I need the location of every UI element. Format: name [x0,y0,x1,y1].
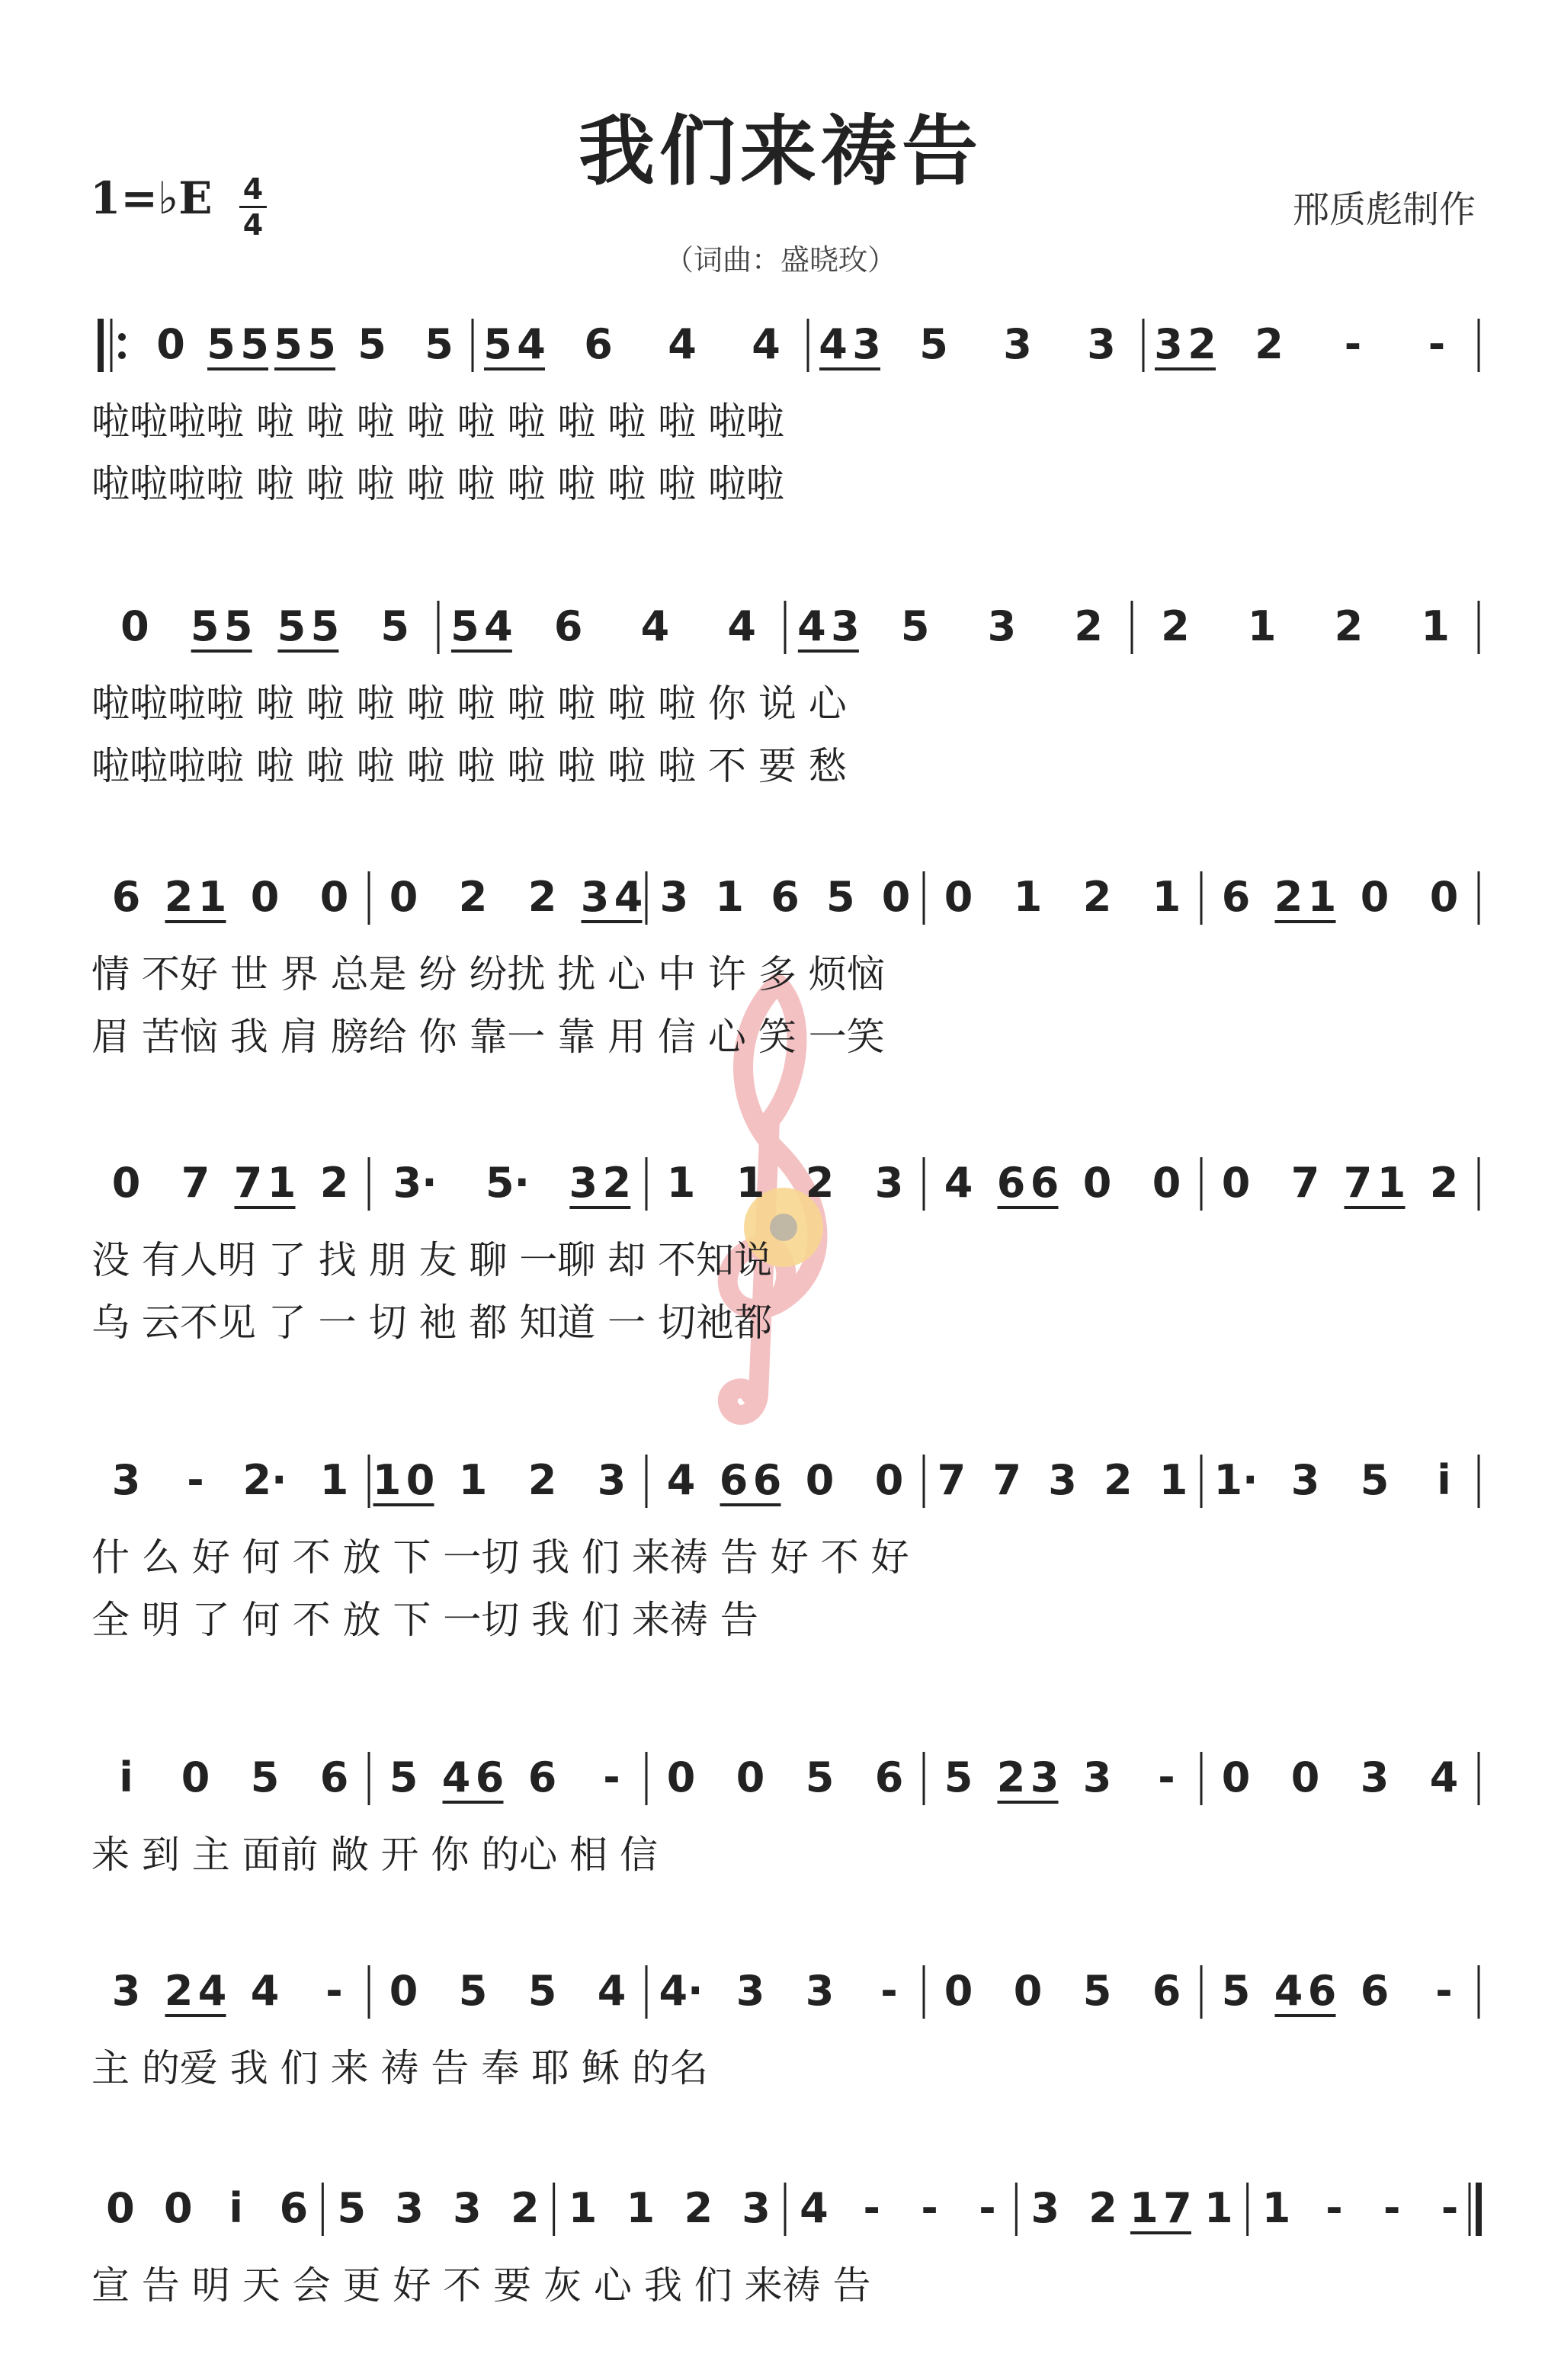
note: 1 [267,1159,296,1207]
note: 5 [190,602,220,650]
note: 4 [752,320,780,368]
lyric-line: 全 明 了 何 不 放 下 一切 我 们 来祷 告 [91,1598,758,1642]
note: 3· [393,1159,438,1207]
lyric-line: 什 么 好 何 不 放 下 一切 我 们 来祷 告 好 不 好 [91,1535,909,1580]
note: 0 [1152,1159,1181,1207]
dash-extension: - [979,2184,996,2232]
note: 2 [510,2184,540,2232]
note: 2 [527,1456,557,1504]
note: 6 [319,1753,349,1801]
note: 5 [310,602,340,650]
note: 3 [852,320,881,368]
note: 5 [337,2184,367,2232]
note: 1 [1377,1159,1406,1207]
note: 5 [1082,1967,1112,2015]
note: 4 [797,602,826,650]
note: 5 [805,1753,835,1801]
meter-top: 4 [242,172,264,206]
composer-line: （词曲：盛晓玫） [664,243,896,277]
dash-extension: - [603,1753,620,1801]
repeat-dot [118,333,126,341]
note: 4 [666,1456,696,1504]
note: 2 [1255,320,1284,368]
key-signature: 1=♭E [90,172,213,224]
note: 4 [614,873,643,921]
note: 6 [1030,1159,1059,1207]
note: 1 [1159,1456,1188,1504]
dash-extension: - [325,1967,343,2015]
note: 0 [181,1753,210,1801]
note: 6 [752,1456,782,1504]
note: 1 [458,1456,488,1504]
note: 0 [881,873,911,921]
note: 4 [517,320,546,368]
note: 5 [458,1967,488,2015]
note: 0 [111,1159,141,1207]
note: 7 [233,1159,263,1207]
note: 4 [727,602,756,650]
note: 3 [1048,1456,1077,1504]
note: 3 [111,1456,141,1504]
dash-extension: - [863,2184,880,2232]
note: 1· [1213,1456,1258,1504]
repeat-dot [118,351,126,359]
note: 0 [944,873,973,921]
note: 1 [1307,873,1337,921]
note: 6 [874,1753,904,1801]
note: 4 [597,1967,627,2015]
note: 5 [207,320,236,368]
note: 6 [279,2184,309,2232]
note: 1 [568,2184,598,2232]
note: 2 [527,873,557,921]
dash-extension: - [1325,2184,1343,2232]
note: 0 [389,1967,418,2015]
note: 2 [996,1753,1026,1801]
note: 6 [1360,1967,1390,2015]
note: 5 [483,320,512,368]
note: 5 [240,320,269,368]
note: 0 [944,1967,973,2015]
note: 2 [1161,602,1190,650]
note: 1 [1152,873,1181,921]
note: 3 [580,873,610,921]
note: 1 [736,1159,765,1207]
note: 2· [242,1456,287,1504]
note: 1 [715,873,744,921]
note: 1 [626,2184,655,2232]
note: 5 [826,873,855,921]
note: 0 [1013,1967,1043,2015]
note: 2 [602,1159,632,1207]
lyric-line: 啦啦啦啦 啦 啦 啦 啦 啦 啦 啦 啦 啦 啦啦 [91,399,784,444]
note: 5 [357,320,386,368]
note: 0 [1290,1753,1320,1801]
note: 6 [553,602,583,650]
note: 4 [441,1753,471,1801]
dash-extension: - [1435,1967,1453,2015]
lyric-line: 啦啦啦啦 啦 啦 啦 啦 啦 啦 啦 啦 啦 你 说 心 [91,682,847,726]
note: 4 [944,1159,973,1207]
note: 7 [1290,1159,1320,1207]
note: 4 [1429,1753,1459,1801]
note: 7 [937,1456,966,1504]
note: 3 [1087,320,1116,368]
note: 4 [197,1967,227,2015]
note: 0 [1221,1159,1251,1207]
note: 3 [831,602,860,650]
note: 5· [485,1159,530,1207]
note: 4 [819,320,848,368]
note: 4 [800,2184,829,2232]
note: 0 [1360,873,1390,921]
note: 5 [223,602,253,650]
note: 0 [163,2184,193,2232]
note: 0 [666,1753,696,1801]
note: 5 [250,1753,280,1801]
note: 2 [1088,2184,1117,2232]
note: 7 [1343,1159,1373,1207]
note: 5 [944,1753,973,1801]
note: 4 [640,602,670,650]
note: 3 [1003,320,1032,368]
note: 0 [250,873,280,921]
dash-extension: - [1344,320,1362,368]
note: 0 [805,1456,835,1504]
note: 4 [250,1967,280,2015]
note: 3 [987,602,1017,650]
dash-extension: - [921,2184,938,2232]
note: 3 [874,1159,904,1207]
note: 0 [405,1456,435,1504]
note: 7 [1163,2184,1192,2232]
note: 2 [805,1159,835,1207]
note: 6 [996,1159,1026,1207]
note: 6 [1152,1967,1181,2015]
note: 0 [156,320,185,368]
note: 6 [584,320,613,368]
note: 1 [372,1456,402,1504]
note: 1 [197,873,227,921]
note: 0 [874,1456,904,1504]
lyric-line: 没 有人明 了 找 朋 友 聊 一聊 却 不知说 [91,1238,773,1282]
note: 1 [1261,2184,1291,2232]
note: 3 [1290,1456,1320,1504]
note: 3 [453,2184,482,2232]
note: 1 [1421,602,1450,650]
note: 2 [458,873,488,921]
note: 3 [736,1967,765,2015]
lyric-line: 乌 云不见 了 一 切 祂 都 知道 一 切祂都 [91,1301,773,1345]
note: 3 [1082,1753,1112,1801]
note: 3 [805,1967,835,2015]
note: 5 [425,320,454,368]
note: 3 [1154,320,1183,368]
lyric-line: 啦啦啦啦 啦 啦 啦 啦 啦 啦 啦 啦 啦 啦啦 [91,462,784,506]
note: 5 [527,1967,557,2015]
note: 6 [771,873,800,921]
note: 3 [659,873,689,921]
note: 2 [164,1967,194,2015]
note: 4 [1274,1967,1303,2015]
note: i [229,2184,243,2232]
note: 0 [389,873,418,921]
dash-extension: - [187,1456,204,1504]
note: 3 [597,1456,627,1504]
note: 2 [1429,1159,1459,1207]
dash-extension: - [1428,320,1446,368]
note: 3 [569,1159,598,1207]
note: 5 [277,602,306,650]
note: 5 [389,1753,418,1801]
note: 0 [120,602,149,650]
note: 7 [992,1456,1021,1504]
note: 1 [1247,602,1277,650]
meter-bottom: 4 [242,208,264,242]
song-title: 我们来祷告 [579,106,982,196]
note: 2 [1188,320,1216,368]
note: 3 [1030,1753,1059,1801]
note: 5 [919,320,948,368]
note: 2 [319,1159,349,1207]
note: 1 [1013,873,1043,921]
note: 1 [666,1159,696,1207]
note: 6 [1307,1967,1337,2015]
note: 4 [668,320,697,368]
lyric-line: 宣 告 明 天 会 更 好 不 要 灰 心 我 们 来祷 告 [91,2263,871,2308]
note: 2 [1074,602,1103,650]
note: i [1437,1456,1451,1504]
note: 4· [659,1967,704,2015]
note: 2 [1082,873,1112,921]
lyric-line: 眉 苦恼 我 肩 膀给 你 靠一 靠 用 信 心 笑 一笑 [91,1015,885,1059]
note: 2 [684,2184,713,2232]
note: 3 [395,2184,424,2232]
note: 2 [1274,873,1303,921]
note: 5 [1221,1967,1251,2015]
note: 0 [1221,1753,1251,1801]
note: 5 [380,602,409,650]
note: 2 [1334,602,1364,650]
note: 5 [1360,1456,1390,1504]
note: 6 [719,1456,748,1504]
lyric-line: 啦啦啦啦 啦 啦 啦 啦 啦 啦 啦 啦 啦 不 要 愁 [91,744,847,788]
note: 6 [475,1753,505,1801]
note: 0 [736,1753,765,1801]
note: 5 [274,320,303,368]
note: 3 [1031,2184,1060,2232]
note: 3 [111,1967,141,2015]
note: 5 [900,602,930,650]
credit-text: 邢质彪制作 [1292,188,1476,231]
note: 2 [164,873,194,921]
note: 5 [450,602,479,650]
note: 0 [106,2184,135,2232]
note: 6 [1221,873,1251,921]
note: 5 [307,320,336,368]
note: 0 [1429,873,1459,921]
note: 3 [742,2184,771,2232]
lyric-line: 主 的爱 我 们 来 祷 告 奉 耶 稣 的名 [91,2046,708,2090]
note: 4 [484,602,513,650]
note: i [119,1753,133,1801]
note: 2 [1104,1456,1133,1504]
dash-extension: - [1441,2184,1459,2232]
note: 1 [1130,2184,1159,2232]
note: 0 [319,873,349,921]
note: 0 [1082,1159,1112,1207]
dash-extension: - [1383,2184,1401,2232]
note: 7 [181,1159,210,1207]
lyric-line: 来 到 主 面前 敞 开 你 的心 相 信 [91,1833,659,1877]
note: 1 [319,1456,349,1504]
dash-extension: - [1158,1753,1175,1801]
note: 6 [111,873,141,921]
note: 3 [1360,1753,1390,1801]
note: 6 [527,1753,557,1801]
note: 1 [1204,2184,1233,2232]
dash-extension: - [880,1967,898,2015]
lyric-line: 情 不好 世 界 总是 纷 纷扰 扰 心 中 许 多 烦恼 [91,952,885,996]
